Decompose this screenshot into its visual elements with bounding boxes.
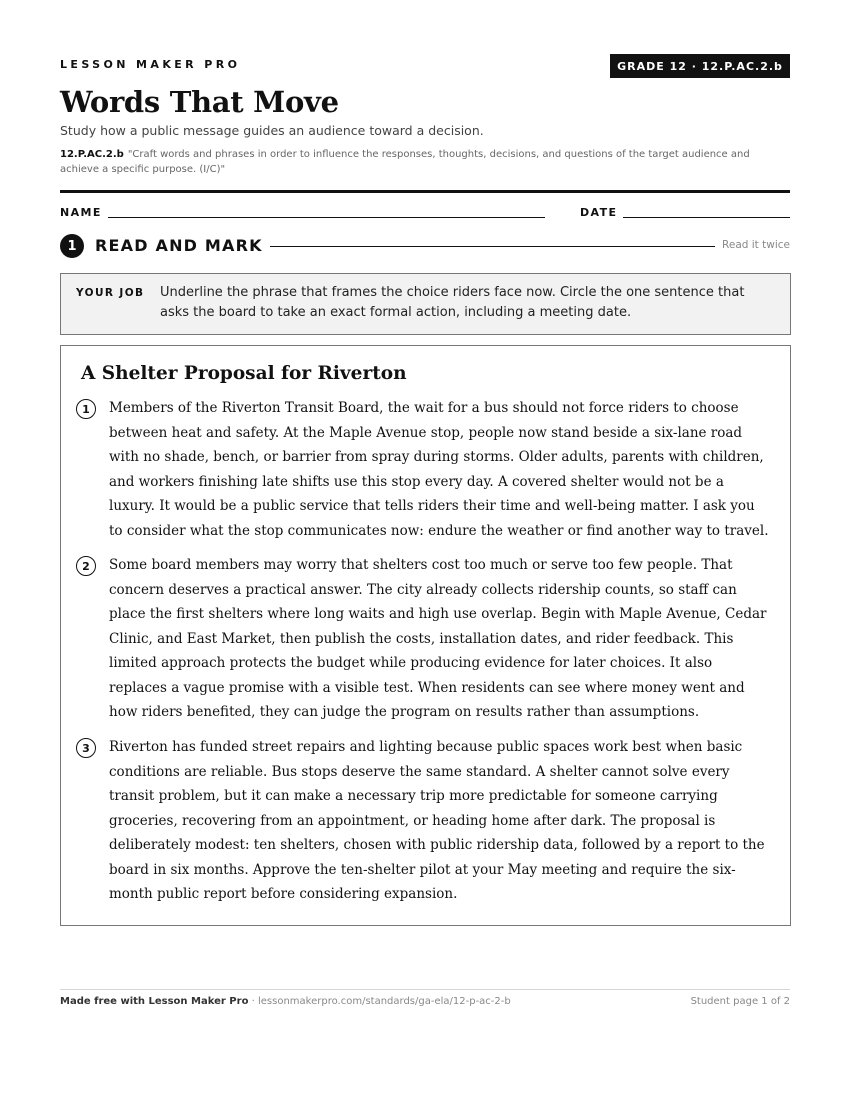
section-number-badge: 1 <box>60 234 84 258</box>
date-label: DATE <box>580 206 618 219</box>
paragraph-number-1: 1 <box>76 399 96 419</box>
paragraph-3: Riverton has funded street repairs and lighting because public spaces work best when basic conditions are reliable. Bus stops deserve the same standard. A shelter cannot solve every transit problem, but it can make a necessary trip more predictable for someone carrying groceries, recovering from an appointment, or heading home after dark. The proposal is deliberately modest: ten shelters, chosen with public ridership data, followed by a report to the board in six months. Approve the ten-shelter pilot at your May meeting and require the six-month public report before considering expansion. <box>109 739 765 902</box>
worksheet-title: Words That Move <box>60 85 339 119</box>
footer-divider <box>60 989 790 990</box>
footer-separator: · <box>248 996 258 1007</box>
footer-made-with: Made free with Lesson Maker Pro <box>60 996 249 1007</box>
job-text: Underline the phrase that frames the choice riders face now. Circle the one sentence that asks the board to take an exact formal action, including a meeting date. <box>160 285 745 320</box>
section-note: Read it twice <box>722 239 790 251</box>
header-divider <box>60 190 790 193</box>
paragraph-number-3: 3 <box>76 738 96 758</box>
standard-code: 12.P.AC.2.b <box>60 149 124 160</box>
standard-description <box>60 147 790 177</box>
date-field-line[interactable] <box>623 217 790 218</box>
worksheet-subtitle: Study how a public message guides an audience toward a decision. <box>60 123 484 138</box>
job-instructions-box <box>60 273 791 335</box>
section-rule <box>270 246 715 247</box>
paragraph-number-2: 2 <box>76 556 96 576</box>
job-label: YOUR JOB <box>76 287 145 299</box>
footer-page-number: Student page 1 of 2 <box>690 996 790 1007</box>
paragraph-1: Members of the Riverton Transit Board, the wait for a bus should not force riders to choose between heat and safety. At the Maple Avenue stop, people now stand beside a six-lane road with no shade, bench, or barrier from spray during storms. Older adults, parents with children, and workers finishing late shifts use this stop every day. A covered shelter would not be a luxury. It would be a public service that tells riders their time and well-being matter. I ask you to consider what the stop communicates now: endure the weather or find another way to travel. <box>109 400 769 539</box>
grade-badge: GRADE 12 · 12.P.AC.2.b <box>610 54 790 78</box>
section-title: READ AND MARK <box>95 236 263 255</box>
brand-name: LESSON MAKER PRO <box>60 58 241 71</box>
footer-credit <box>60 996 511 1007</box>
standard-text: "Craft words and phrases in order to influence the responses, thoughts, decisions, and questions of the target audience and achieve a specific purpose. (I/C)" <box>60 149 750 175</box>
name-label: NAME <box>60 206 102 219</box>
footer-url[interactable]: lessonmakerpro.com/standards/ga-ela/12-p-ac-2-b <box>257 996 511 1007</box>
paragraph-2: Some board members may worry that shelters cost too much or serve too few people. That concern deserves a practical answer. The city already collects ridership counts, so staff can place the first shelters where long waits and high use overlap. Begin with Maple Avenue, Cedar Clinic, and East Market, then publish the costs, installation dates, and rider feedback. This limited approach protects the budget while producing evidence for later choices. It also replaces a vague promise with a visible test. When residents can see where money went and how riders benefited, they can judge the program on results rather than assumptions. <box>109 557 767 720</box>
reading-passage <box>60 345 791 926</box>
name-field-line[interactable] <box>108 217 545 218</box>
passage-title: A Shelter Proposal for Riverton <box>81 363 407 384</box>
